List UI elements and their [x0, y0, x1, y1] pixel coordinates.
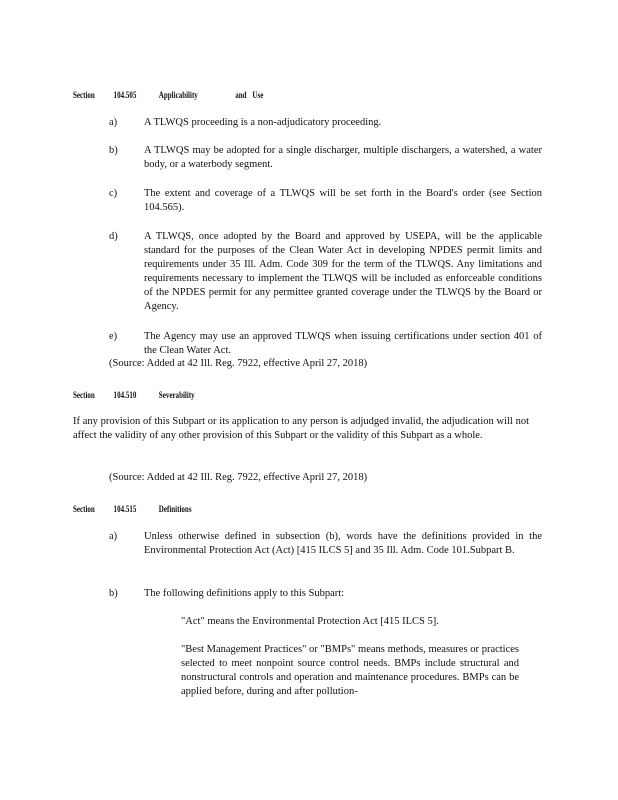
section-title-use: Use — [252, 90, 264, 100]
subsection-text: The following definitions apply to this Subpart: — [144, 588, 345, 599]
section-title: Applicability — [158, 90, 198, 100]
subsection-label: c) — [109, 188, 118, 199]
definition-bmp: "Best Management Practices" or "BMPs" means methods, measures or practices selected to meet nonpoint source control needs. BMPs include structural and nonstructural controls and operation and maintenance procedures. BMPs can be applied before, during and after pollution- — [181, 644, 519, 697]
section-title-and: and — [235, 90, 247, 100]
subsection-label: b) — [109, 588, 118, 599]
subsection-text: The Agency may use an approved TLWQS when issuing certifications under section 401 of the Clean Water Act. — [144, 331, 542, 356]
section-heading-104-510 — [73, 390, 195, 400]
section-title: Severability — [158, 390, 195, 400]
subsection-label: a) — [109, 117, 118, 128]
subsection-text: A TLWQS proceeding is a non-adjudicatory proceeding. — [144, 117, 382, 128]
subsection-text: The extent and coverage of a TLWQS will be set forth in the Board's order (see Section 104.565). — [144, 188, 542, 213]
section-word: Section — [73, 390, 95, 400]
subsection-text: A TLWQS, once adopted by the Board and approved by USEPA, will be the applicable standard for the purposes of the Clean Water Act in developing NPDES permit limits and requirements under 35 Ill. Adm. Code 309 for the term of the TLWQS. Any limitations and requirements necessary to implement the TLWQS will be included as enforceable conditions of the NPDES permit for any permittee granted coverage under the TLWQS by the Board or Agency. — [144, 231, 542, 312]
section-title: Definitions — [158, 504, 192, 514]
section-word: Section — [73, 504, 95, 514]
subsection-label: e) — [109, 331, 118, 342]
source-note: (Source: Added at 42 Ill. Reg. 7922, effective April 27, 2018) — [109, 472, 368, 483]
section-word: Section — [73, 90, 95, 100]
subsection-text: Unless otherwise defined in subsection (b), words have the definitions provided in the Environmental Protection Act (Act) [415 ILCS 5] and 35 Ill. Adm. Code 101.Subpart B. — [144, 531, 542, 556]
subsection-label: d) — [109, 231, 118, 242]
section-number: 104.510 — [113, 390, 137, 400]
definition-act: "Act" means the Environmental Protection Act [415 ILCS 5]. — [181, 616, 439, 627]
section-number: 104.515 — [113, 504, 137, 514]
subsection-label: a) — [109, 531, 118, 542]
source-note: (Source: Added at 42 Ill. Reg. 7922, effective April 27, 2018) — [109, 358, 368, 369]
section-number: 104.505 — [113, 90, 137, 100]
section-heading-104-505 — [73, 90, 264, 100]
subsection-text: A TLWQS may be adopted for a single discharger, multiple dischargers, a watershed, a water body, or a waterbody segment. — [144, 145, 542, 170]
severability-paragraph: If any provision of this Subpart or its application to any person is adjudged invalid, the adjudication will not affect the validity of any other provision of this Subpart or the validity of this Subpart as a whole. — [73, 416, 529, 441]
subsection-label: b) — [109, 145, 118, 156]
section-heading-104-515 — [73, 504, 192, 514]
